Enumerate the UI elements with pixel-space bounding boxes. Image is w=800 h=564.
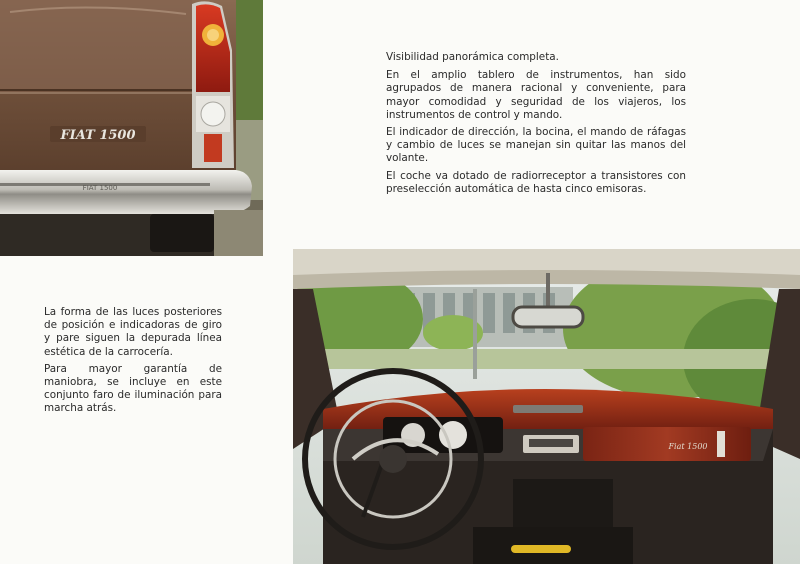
svg-text:Fiat 1500: Fiat 1500 bbox=[668, 442, 708, 451]
visibility-heading: Visibilidad panorámica completa. bbox=[386, 51, 559, 63]
radio-paragraph: El coche va dotado de radiorreceptor a transistores con preselección automática de hasta cinco emisoras. bbox=[386, 169, 686, 195]
fiat-1500-badge bbox=[50, 126, 146, 143]
svg-text:FIAT 1500: FIAT 1500 bbox=[60, 128, 136, 143]
dash-script bbox=[668, 442, 708, 451]
svg-text:FIAT 1500: FIAT 1500 bbox=[82, 184, 118, 192]
lights-paragraph: La forma de las luces posteriores de posición e indicadoras de giro y pare siguen la depurada línea estética de la carrocería. bbox=[44, 306, 222, 358]
top-description bbox=[386, 51, 686, 200]
dashboard-photo bbox=[293, 249, 800, 564]
dashboard-paragraph: En el amplio tablero de instrumentos, han sido agrupados de manera racional y conveniente, para mayor comodidad y seguridad de los viajeros, los instrumentos de control y mando. bbox=[386, 69, 686, 121]
controls-paragraph: El indicador de dirección, la bocina, el mando de ráfagas y cambio de luces se manejan sin quitar las manos del volante. bbox=[386, 126, 686, 165]
rear-lights-photo bbox=[0, 0, 263, 256]
lights-description bbox=[44, 306, 222, 420]
bumper-script bbox=[83, 184, 118, 192]
reverse-light-paragraph: Para mayor garantía de maniobra, se incluye en este conjunto faro de iluminación para marcha atrás. bbox=[44, 362, 222, 415]
